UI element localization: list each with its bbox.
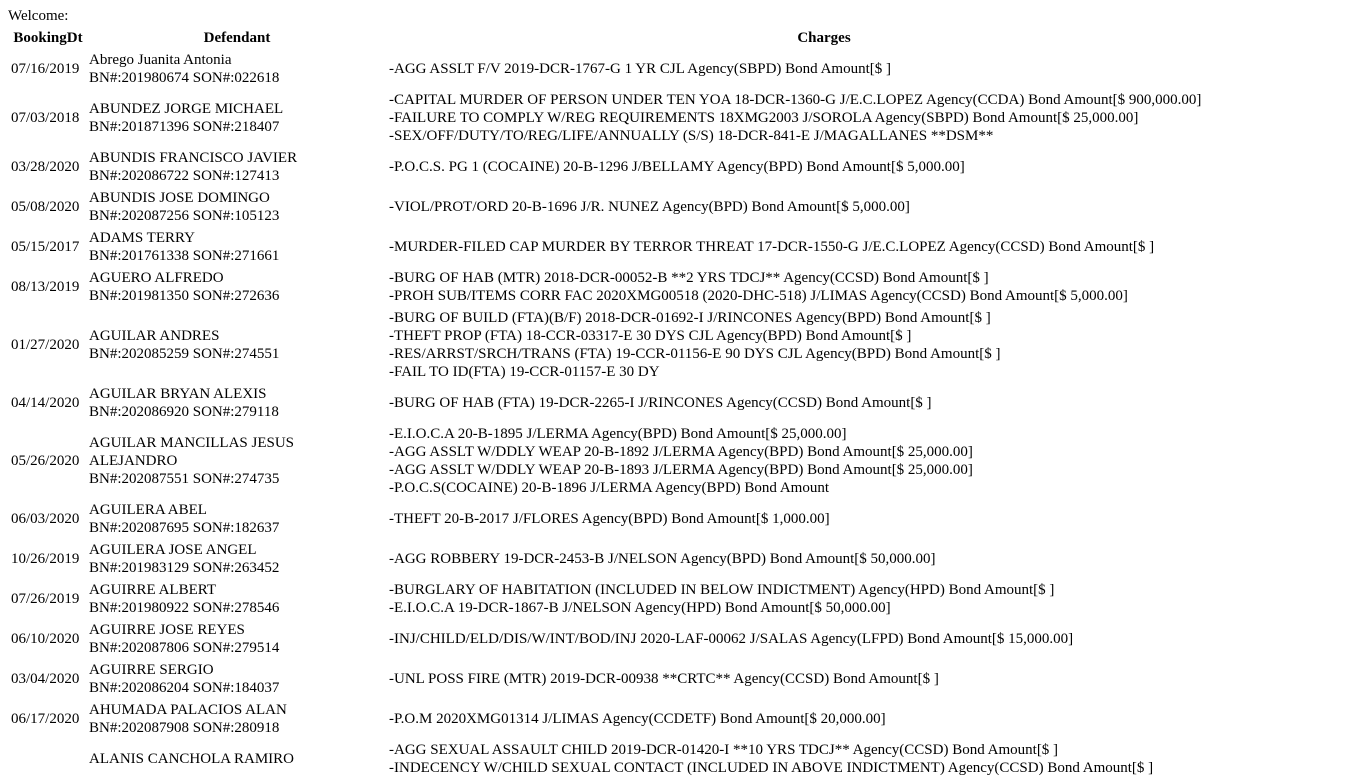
defendant-cell	[88, 384, 386, 422]
defendant-name: ABUNDIS FRANCISCO JAVIER	[89, 150, 298, 166]
charge-line: -AGG SEXUAL ASSAULT CHILD 2019-DCR-01420-I **10 YRS TDCJ** Agency(CCSD) Bond Amount[$ ]	[389, 742, 1059, 758]
charge-line: -RES/ARRST/SRCH/TRANS (FTA) 19-CCR-01156-E 90 DYS CJL Agency(BPD) Bond Amount[$ ]	[389, 346, 1001, 362]
defendant-cell	[88, 424, 386, 498]
charges-cell	[388, 148, 1260, 186]
table-row	[10, 308, 1260, 382]
defendant-name: AGUILAR ANDRES	[89, 328, 220, 344]
charges-cell	[388, 660, 1260, 698]
defendant-name: ABUNDIS JOSE DOMINGO	[89, 190, 270, 206]
booking-date: 06/03/2020	[11, 511, 80, 527]
header-row	[10, 29, 1260, 48]
defendant-cell	[88, 148, 386, 186]
charges-cell	[388, 540, 1260, 578]
table-row	[10, 188, 1260, 226]
charge-line: -AGG ASSLT W/DDLY WEAP 20-B-1893 J/LERMA Agency(BPD) Bond Amount[$ 25,000.00]	[389, 462, 973, 478]
defendant-cell	[88, 308, 386, 382]
charge-line: -THEFT 20-B-2017 J/FLORES Agency(BPD) Bond Amount[$ 1,000.00]	[389, 511, 830, 527]
charge-line: -VIOL/PROT/ORD 20-B-1696 J/R. NUNEZ Agency(BPD) Bond Amount[$ 5,000.00]	[389, 199, 910, 215]
charges-cell	[388, 700, 1260, 738]
defendant-cell	[88, 90, 386, 146]
charge-line: -E.I.O.C.A 19-DCR-1867-B J/NELSON Agency(HPD) Bond Amount[$ 50,000.00]	[389, 600, 891, 616]
defendant-cell	[88, 580, 386, 618]
defendant-name: ADAMS TERRY	[89, 230, 195, 246]
booking-son-numbers: BN#:202086920 SON#:279118	[89, 404, 279, 420]
table-row	[10, 424, 1260, 498]
defendant-name: AGUILERA JOSE ANGEL	[89, 542, 257, 558]
booking-date: 01/27/2020	[11, 337, 80, 353]
defendant-name: AGUIRRE JOSE REYES	[89, 622, 245, 638]
defendant-cell	[88, 228, 386, 266]
table-row	[10, 740, 1260, 778]
table-row	[10, 700, 1260, 738]
booking-son-numbers: BN#:202087695 SON#:182637	[89, 520, 280, 536]
defendant-name: AGUILAR MANCILLAS JESUS ALEJANDRO	[89, 435, 295, 469]
booking-son-numbers: BN#:201980922 SON#:278546	[89, 600, 280, 616]
booking-date: 03/28/2020	[11, 159, 80, 175]
charge-line: -THEFT PROP (FTA) 18-CCR-03317-E 30 DYS CJL Agency(BPD) Bond Amount[$ ]	[389, 328, 912, 344]
defendant-cell	[88, 268, 386, 306]
booking-date: 03/04/2020	[11, 671, 80, 687]
defendant-name: ABUNDEZ JORGE MICHAEL	[89, 101, 284, 117]
table-row	[10, 228, 1260, 266]
booking-son-numbers: BN#:202086722 SON#:127413	[89, 168, 280, 184]
booking-son-numbers: BN#:201981350 SON#:272636	[89, 288, 280, 304]
booking-date: 06/17/2020	[11, 711, 80, 727]
table-row	[10, 90, 1260, 146]
charge-line: -P.O.C.S. PG 1 (COCAINE) 20-B-1296 J/BELLAMY Agency(BPD) Bond Amount[$ 5,000.00]	[389, 159, 965, 175]
defendant-cell	[88, 660, 386, 698]
charge-line: -AGG ASSLT W/DDLY WEAP 20-B-1892 J/LERMA Agency(BPD) Bond Amount[$ 25,000.00]	[389, 444, 973, 460]
charges-cell	[388, 308, 1260, 382]
charge-line: -P.O.M 2020XMG01314 J/LIMAS Agency(CCDETF) Bond Amount[$ 20,000.00]	[389, 711, 886, 727]
defendant-cell	[88, 620, 386, 658]
charge-line: -MURDER-FILED CAP MURDER BY TERROR THREAT 17-DCR-1550-G J/E.C.LOPEZ Agency(CCSD) Bond Amount[$ ]	[389, 239, 1155, 255]
header-defendant: Defendant	[203, 30, 271, 46]
table-body	[10, 50, 1260, 778]
charge-line: -FAILURE TO COMPLY W/REG REQUIREMENTS 18XMG2003 J/SOROLA Agency(SBPD) Bond Amount[$ 25,000.00]	[389, 110, 1139, 126]
charge-line: -AGG ASSLT F/V 2019-DCR-1767-G 1 YR CJL Agency(SBPD) Bond Amount[$ ]	[389, 61, 891, 77]
table-row	[10, 620, 1260, 658]
charge-line: -INJ/CHILD/ELD/DIS/W/INT/BOD/INJ 2020-LAF-00062 J/SALAS Agency(LFPD) Bond Amount[$ 15,000.00]	[389, 631, 1074, 647]
defendant-cell	[88, 188, 386, 226]
booking-date: 07/03/2018	[11, 110, 80, 126]
charges-cell	[388, 50, 1260, 88]
table-row	[10, 268, 1260, 306]
charge-line: -CAPITAL MURDER OF PERSON UNDER TEN YOA 18-DCR-1360-G J/E.C.LOPEZ Agency(CCDA) Bond Amount[$ 900,000.00]	[389, 92, 1202, 108]
booking-date: 07/16/2019	[11, 61, 80, 77]
charge-line: -BURG OF BUILD (FTA)(B/F) 2018-DCR-01692-I J/RINCONES Agency(BPD) Bond Amount[$ ]	[389, 310, 991, 326]
booking-date: 08/13/2019	[11, 279, 80, 295]
booking-date: 10/26/2019	[11, 551, 80, 567]
booking-date: 05/15/2017	[11, 239, 80, 255]
charge-line: -E.I.O.C.A 20-B-1895 J/LERMA Agency(BPD) Bond Amount[$ 25,000.00]	[389, 426, 847, 442]
table-row	[10, 660, 1260, 698]
defendant-cell	[88, 540, 386, 578]
booking-date: 05/08/2020	[11, 199, 80, 215]
charge-line: -BURG OF HAB (FTA) 19-DCR-2265-I J/RINCONES Agency(CCSD) Bond Amount[$ ]	[389, 395, 932, 411]
inmate-roster-table	[8, 27, 1262, 780]
booking-date: 04/14/2020	[11, 395, 80, 411]
booking-date: 06/10/2020	[11, 631, 80, 647]
defendant-name: AGUILAR BRYAN ALEXIS	[89, 386, 267, 402]
charges-cell	[388, 228, 1260, 266]
table-row	[10, 540, 1260, 578]
charge-line: -FAIL TO ID(FTA) 19-CCR-01157-E 30 DY	[389, 364, 660, 380]
table-row	[10, 384, 1260, 422]
defendant-cell	[88, 700, 386, 738]
booking-son-numbers: BN#:202087908 SON#:280918	[89, 720, 280, 736]
table-row	[10, 50, 1260, 88]
booking-son-numbers: BN#:201983129 SON#:263452	[89, 560, 280, 576]
charges-cell	[388, 424, 1260, 498]
charges-cell	[388, 384, 1260, 422]
defendant-name: AGUIRRE SERGIO	[89, 662, 214, 678]
welcome-text: Welcome:	[8, 8, 69, 24]
charges-cell	[388, 580, 1260, 618]
header-charges: Charges	[797, 30, 851, 46]
charge-line: -UNL POSS FIRE (MTR) 2019-DCR-00938 **CRTC** Agency(CCSD) Bond Amount[$ ]	[389, 671, 939, 687]
table-row	[10, 500, 1260, 538]
table-row	[10, 580, 1260, 618]
booking-date: 05/26/2020	[11, 453, 80, 469]
table-header	[10, 29, 1260, 48]
charge-line: -PROH SUB/ITEMS CORR FAC 2020XMG00518 (2020-DHC-518) J/LIMAS Agency(CCSD) Bond Amount[$ 5,000.00]	[389, 288, 1128, 304]
header-booking-date: BookingDt	[13, 30, 83, 46]
booking-son-numbers: BN#:201871396 SON#:218407	[89, 119, 280, 135]
defendant-name: Abrego Juanita Antonia	[89, 52, 232, 68]
booking-son-numbers: BN#:202087806 SON#:279514	[89, 640, 280, 656]
charges-cell	[388, 740, 1260, 778]
charge-line: -INDECENCY W/CHILD SEXUAL CONTACT (INCLUDED IN ABOVE INDICTMENT) Agency(CCSD) Bond Amount[$ ]	[389, 760, 1154, 776]
booking-son-numbers: BN#:202085259 SON#:274551	[89, 346, 280, 362]
booking-son-numbers: BN#:201761338 SON#:271661	[89, 248, 280, 264]
charges-cell	[388, 620, 1260, 658]
charges-cell	[388, 268, 1260, 306]
charge-line: -BURGLARY OF HABITATION (INCLUDED IN BELOW INDICTMENT) Agency(HPD) Bond Amount[$ ]	[389, 582, 1055, 598]
booking-son-numbers: BN#:202086204 SON#:184037	[89, 680, 280, 696]
charges-cell	[388, 188, 1260, 226]
defendant-name: AGUIRRE ALBERT	[89, 582, 217, 598]
booking-date: 07/26/2019	[11, 591, 80, 607]
defendant-name: AHUMADA PALACIOS ALAN	[89, 702, 287, 718]
booking-son-numbers: BN#:201980674 SON#:022618	[89, 70, 280, 86]
defendant-cell	[88, 500, 386, 538]
charges-cell	[388, 90, 1260, 146]
booking-date	[10, 740, 86, 778]
defendant-cell	[88, 740, 386, 778]
defendant-name: AGUERO ALFREDO	[89, 270, 224, 286]
defendant-name: AGUILERA ABEL	[89, 502, 207, 518]
table-row	[10, 148, 1260, 186]
charge-line: -BURG OF HAB (MTR) 2018-DCR-00052-B **2 YRS TDCJ** Agency(CCSD) Bond Amount[$ ]	[389, 270, 989, 286]
charge-line: -AGG ROBBERY 19-DCR-2453-B J/NELSON Agency(BPD) Bond Amount[$ 50,000.00]	[389, 551, 936, 567]
booking-son-numbers: BN#:202087256 SON#:105123	[89, 208, 280, 224]
charge-line: -P.O.C.S(COCAINE) 20-B-1896 J/LERMA Agency(BPD) Bond Amount	[389, 480, 830, 496]
charge-line: -SEX/OFF/DUTY/TO/REG/LIFE/ANNUALLY (S/S) 18-DCR-841-E J/MAGALLANES **DSM**	[389, 128, 994, 144]
booking-son-numbers: BN#:202087551 SON#:274735	[89, 471, 280, 487]
defendant-cell	[88, 50, 386, 88]
charges-cell	[388, 500, 1260, 538]
defendant-name: ALANIS CANCHOLA RAMIRO	[89, 751, 295, 767]
